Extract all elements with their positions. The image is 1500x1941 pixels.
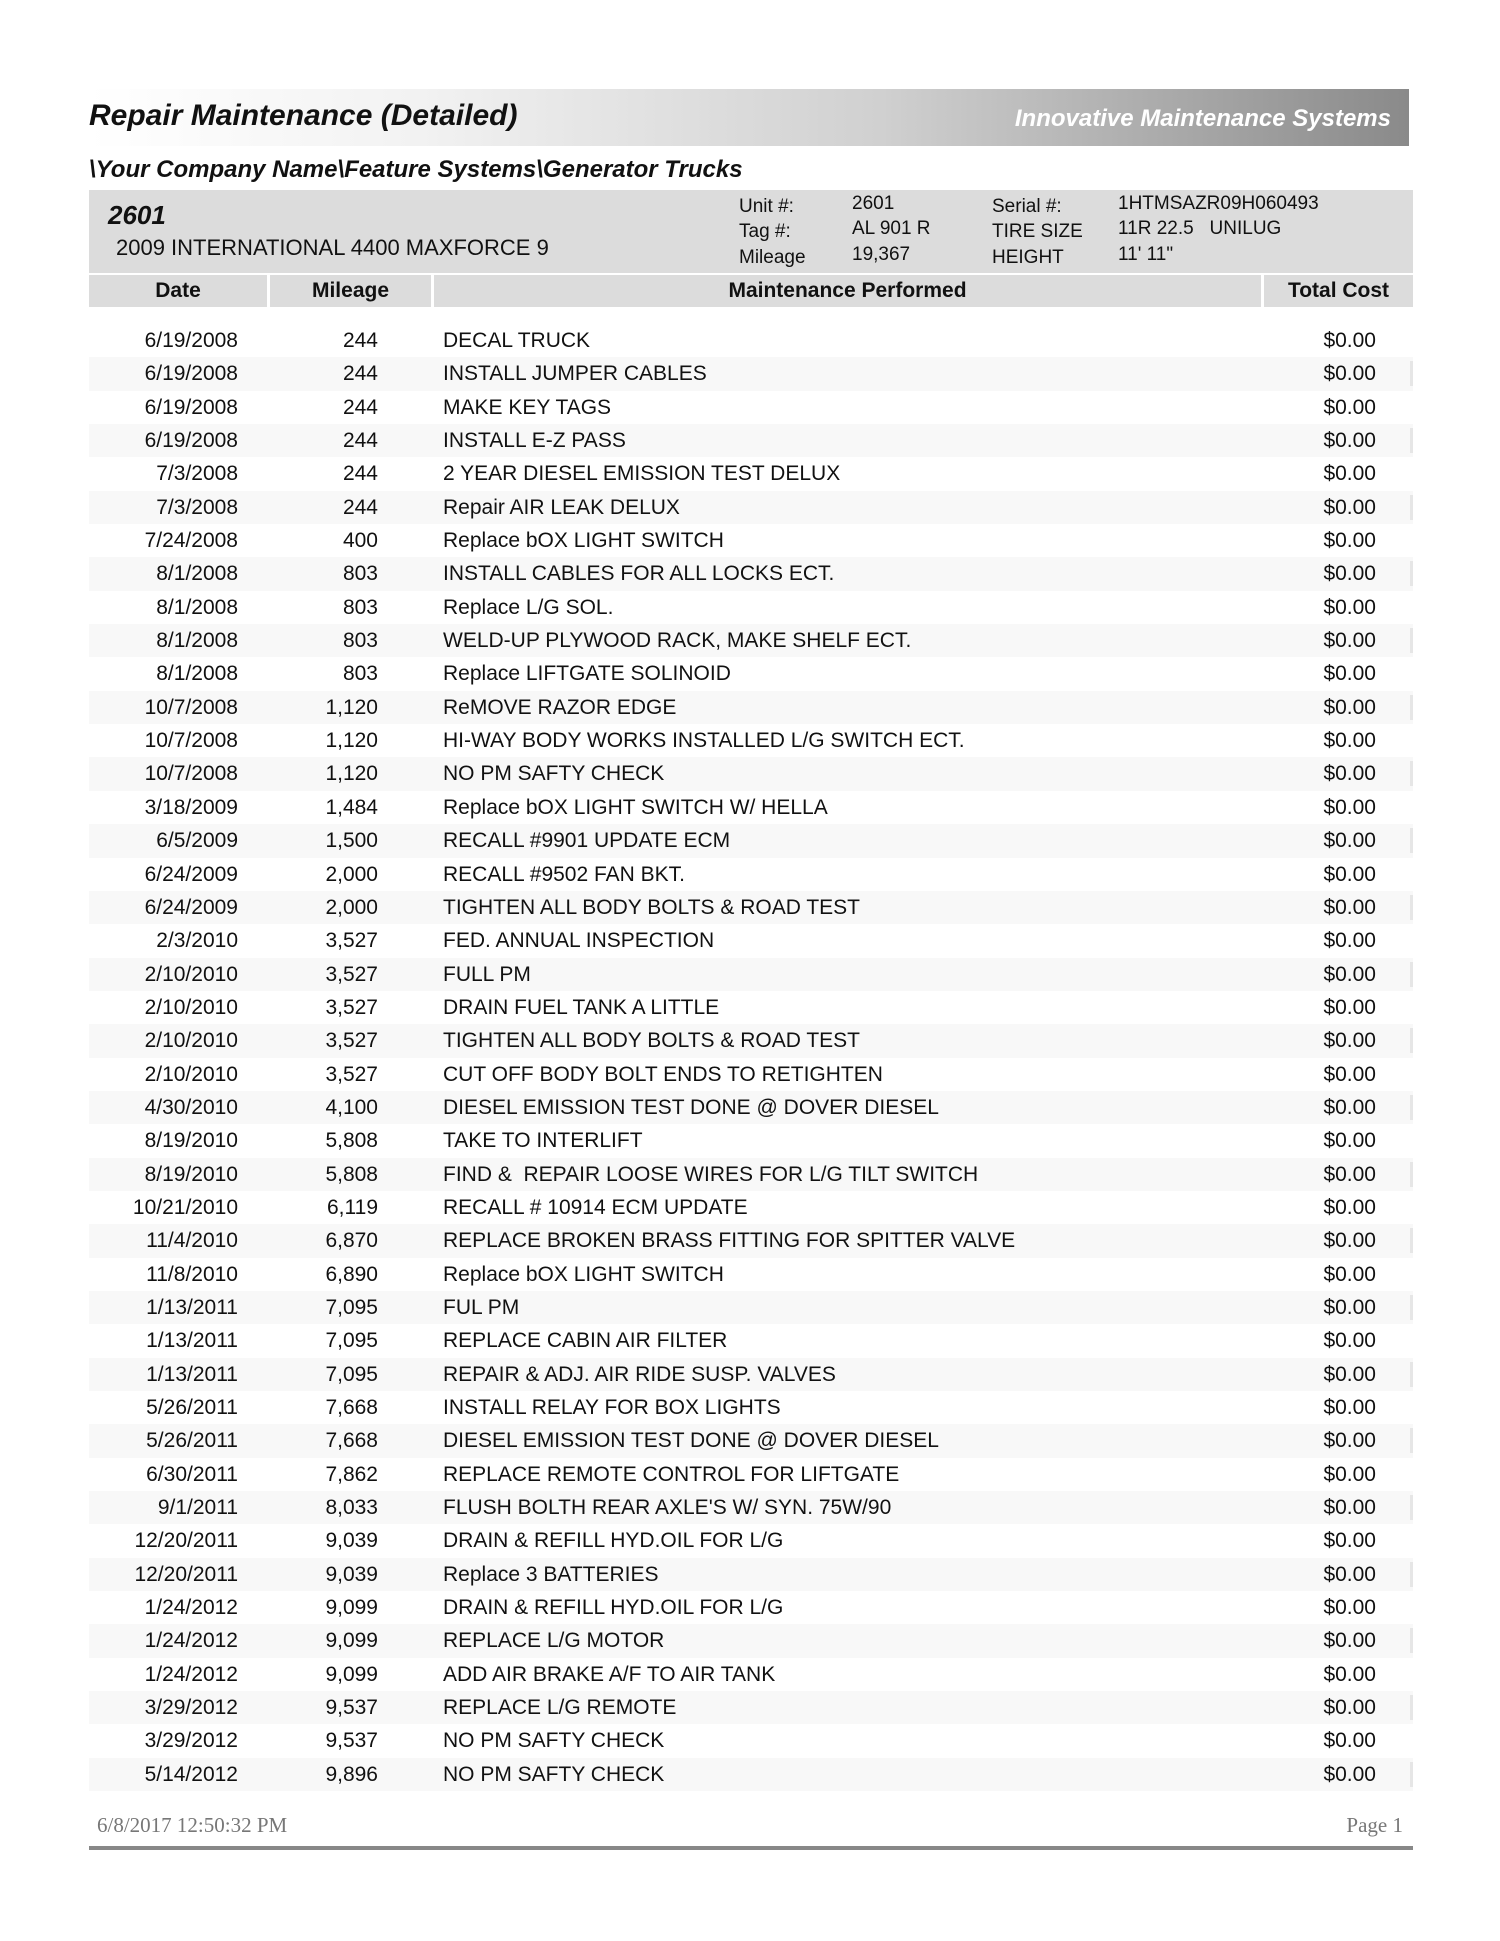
row-date: 4/30/2010 bbox=[144, 1095, 238, 1119]
row-date: 8/19/2010 bbox=[144, 1162, 238, 1186]
table-row bbox=[89, 1124, 1413, 1157]
row-maintenance: TIGHTEN ALL BODY BOLTS & ROAD TEST bbox=[443, 1029, 860, 1053]
row-mileage: 9,537 bbox=[325, 1696, 378, 1720]
row-total-cost: $0.00 bbox=[1323, 662, 1376, 686]
page-number: Page 1 bbox=[1346, 1813, 1403, 1837]
row-date: 2/10/2010 bbox=[144, 1062, 238, 1086]
row-maintenance: MAKE KEY TAGS bbox=[443, 395, 612, 419]
column-date: Date bbox=[89, 275, 267, 307]
height-label: HEIGHT bbox=[992, 247, 1064, 268]
table-row bbox=[89, 1158, 1413, 1191]
row-total-cost: $0.00 bbox=[1323, 1562, 1376, 1586]
row-total-cost: $0.00 bbox=[1323, 729, 1376, 753]
row-maintenance: REPLACE L/G MOTOR bbox=[443, 1629, 665, 1653]
row-date: 5/14/2012 bbox=[144, 1762, 238, 1786]
row-date: 1/24/2012 bbox=[144, 1662, 238, 1686]
table-row bbox=[89, 924, 1413, 957]
row-date: 10/7/2008 bbox=[144, 695, 238, 719]
row-total-cost: $0.00 bbox=[1323, 1496, 1376, 1520]
row-maintenance: Replace LIFTGATE SOLINOID bbox=[443, 662, 731, 686]
row-mileage: 3,527 bbox=[325, 929, 378, 953]
row-mileage: 7,668 bbox=[325, 1429, 378, 1453]
row-mileage: 244 bbox=[342, 395, 378, 419]
row-date: 6/19/2008 bbox=[144, 329, 238, 352]
table-row bbox=[89, 1058, 1413, 1091]
row-mileage: 244 bbox=[342, 495, 378, 519]
row-date: 2/10/2010 bbox=[144, 995, 238, 1019]
table-row bbox=[89, 1091, 1413, 1124]
row-maintenance: FED. ANNUAL INSPECTION bbox=[443, 929, 715, 953]
row-maintenance: RECALL #9502 FAN BKT. bbox=[443, 862, 686, 886]
row-total-cost: $0.00 bbox=[1323, 1229, 1376, 1253]
vehicle-info-panel bbox=[89, 190, 1413, 273]
row-date: 12/20/2011 bbox=[134, 1529, 238, 1553]
row-mileage: 9,896 bbox=[325, 1762, 378, 1786]
row-date: 6/30/2011 bbox=[146, 1462, 238, 1486]
row-mileage: 803 bbox=[342, 595, 378, 619]
row-total-cost: $0.00 bbox=[1323, 329, 1376, 352]
row-date: 3/29/2012 bbox=[144, 1696, 238, 1720]
table-row bbox=[89, 1758, 1413, 1791]
tire-size-label: TIRE SIZE bbox=[992, 221, 1083, 242]
row-date: 7/3/2008 bbox=[156, 462, 238, 486]
row-maintenance: FUL PM bbox=[443, 1295, 520, 1319]
unit-heading: 2601 bbox=[108, 200, 166, 230]
row-maintenance: REPLACE CABIN AIR FILTER bbox=[443, 1329, 728, 1353]
table-row bbox=[89, 724, 1413, 757]
row-total-cost: $0.00 bbox=[1323, 1729, 1376, 1753]
row-total-cost: $0.00 bbox=[1323, 1162, 1376, 1186]
row-total-cost: $0.00 bbox=[1323, 929, 1376, 953]
row-total-cost: $0.00 bbox=[1323, 1062, 1376, 1086]
row-total-cost: $0.00 bbox=[1323, 562, 1376, 586]
column-maintenance: Maintenance Performed bbox=[434, 275, 1261, 307]
row-mileage: 244 bbox=[342, 462, 378, 486]
row-date: 11/8/2010 bbox=[146, 1262, 238, 1286]
row-total-cost: $0.00 bbox=[1323, 1429, 1376, 1453]
row-total-cost: $0.00 bbox=[1323, 1029, 1376, 1053]
table-row bbox=[89, 858, 1413, 891]
row-date: 7/24/2008 bbox=[144, 529, 238, 553]
row-total-cost: $0.00 bbox=[1323, 1462, 1376, 1486]
row-mileage: 1,120 bbox=[325, 762, 378, 786]
row-date: 2/10/2010 bbox=[144, 1029, 238, 1053]
table-row bbox=[89, 691, 1413, 724]
table-row bbox=[89, 491, 1413, 524]
row-date: 1/13/2011 bbox=[146, 1295, 238, 1319]
row-date: 8/1/2008 bbox=[156, 629, 238, 653]
row-maintenance: Replace bOX LIGHT SWITCH bbox=[443, 529, 724, 553]
column-mileage: Mileage bbox=[270, 275, 431, 307]
tag-label: Tag #: bbox=[739, 221, 791, 242]
unit-label: Unit #: bbox=[739, 196, 794, 217]
table-row bbox=[89, 1691, 1413, 1724]
row-date: 2/10/2010 bbox=[144, 962, 238, 986]
row-total-cost: $0.00 bbox=[1323, 362, 1376, 386]
row-total-cost: $0.00 bbox=[1323, 1662, 1376, 1686]
row-maintenance: INSTALL E-Z PASS bbox=[443, 429, 626, 453]
row-date: 1/13/2011 bbox=[146, 1329, 238, 1353]
row-total-cost: $0.00 bbox=[1323, 695, 1376, 719]
row-mileage: 3,527 bbox=[325, 962, 378, 986]
row-maintenance: DECAL TRUCK bbox=[443, 329, 591, 352]
row-mileage: 3,527 bbox=[325, 1062, 378, 1086]
row-total-cost: $0.00 bbox=[1323, 495, 1376, 519]
tire-size-value: 11R 22.5 UNILUG bbox=[1118, 218, 1282, 239]
row-maintenance: Replace L/G SOL. bbox=[443, 595, 614, 619]
table-row bbox=[89, 1558, 1413, 1591]
row-date: 6/19/2008 bbox=[144, 362, 238, 386]
row-mileage: 1,500 bbox=[325, 829, 378, 853]
table-row bbox=[89, 457, 1413, 490]
row-date: 9/1/2011 bbox=[157, 1496, 238, 1520]
report-header bbox=[89, 89, 1409, 146]
row-mileage: 803 bbox=[342, 562, 378, 586]
row-total-cost: $0.00 bbox=[1323, 962, 1376, 986]
row-date: 5/26/2011 bbox=[146, 1396, 238, 1419]
table-row bbox=[89, 524, 1413, 557]
row-total-cost: $0.00 bbox=[1323, 629, 1376, 653]
row-maintenance: REPAIR & ADJ. AIR RIDE SUSP. VALVES bbox=[443, 1362, 836, 1386]
row-mileage: 803 bbox=[342, 629, 378, 653]
row-mileage: 244 bbox=[342, 429, 378, 453]
table-row bbox=[89, 1324, 1413, 1357]
table-row bbox=[89, 1224, 1413, 1257]
mileage-label: Mileage bbox=[739, 247, 806, 268]
table-row bbox=[89, 1258, 1413, 1291]
table-header bbox=[89, 275, 1413, 307]
row-mileage: 2,000 bbox=[325, 862, 378, 886]
row-maintenance: NO PM SAFTY CHECK bbox=[443, 1729, 665, 1753]
row-mileage: 5,808 bbox=[325, 1129, 378, 1153]
row-mileage: 9,039 bbox=[325, 1562, 378, 1586]
row-total-cost: $0.00 bbox=[1323, 995, 1376, 1019]
row-mileage: 9,039 bbox=[325, 1529, 378, 1553]
row-total-cost: $0.00 bbox=[1323, 429, 1376, 453]
row-mileage: 9,537 bbox=[325, 1729, 378, 1753]
table-row bbox=[89, 1591, 1413, 1624]
row-total-cost: $0.00 bbox=[1323, 1295, 1376, 1319]
row-mileage: 4,100 bbox=[325, 1095, 378, 1119]
report-title: Repair Maintenance (Detailed) bbox=[89, 99, 518, 132]
row-maintenance: FLUSH BOLTH REAR AXLE'S W/ SYN. 75W/90 bbox=[443, 1496, 892, 1520]
row-date: 7/3/2008 bbox=[156, 495, 238, 519]
table-row bbox=[89, 357, 1413, 390]
row-total-cost: $0.00 bbox=[1323, 1362, 1376, 1386]
row-maintenance: HI-WAY BODY WORKS INSTALLED L/G SWITCH ECT. bbox=[443, 729, 965, 753]
table-row bbox=[89, 591, 1413, 624]
table-row bbox=[89, 824, 1413, 857]
tag-value: AL 901 R bbox=[852, 218, 931, 239]
row-total-cost: $0.00 bbox=[1323, 1129, 1376, 1153]
row-maintenance: REPLACE REMOTE CONTROL FOR LIFTGATE bbox=[443, 1462, 900, 1486]
row-maintenance: FULL PM bbox=[443, 962, 531, 986]
row-mileage: 5,808 bbox=[325, 1162, 378, 1186]
row-total-cost: $0.00 bbox=[1323, 1696, 1376, 1720]
table-row bbox=[89, 1358, 1413, 1391]
table-row bbox=[89, 1524, 1413, 1557]
table-row bbox=[89, 624, 1413, 657]
row-mileage: 8,033 bbox=[325, 1496, 378, 1520]
row-date: 8/1/2008 bbox=[156, 595, 238, 619]
row-date: 10/21/2010 bbox=[132, 1195, 238, 1219]
row-mileage: 1,120 bbox=[325, 729, 378, 753]
row-date: 8/1/2008 bbox=[156, 562, 238, 586]
row-maintenance: NO PM SAFTY CHECK bbox=[443, 762, 665, 786]
row-total-cost: $0.00 bbox=[1323, 829, 1376, 853]
row-total-cost: $0.00 bbox=[1323, 1195, 1376, 1219]
row-total-cost: $0.00 bbox=[1323, 1396, 1376, 1419]
maintenance-table-body bbox=[89, 324, 1413, 1791]
table-row bbox=[89, 1658, 1413, 1691]
row-maintenance: DIESEL EMISSION TEST DONE @ DOVER DIESEL bbox=[443, 1095, 939, 1119]
table-row bbox=[89, 757, 1413, 790]
table-row bbox=[89, 324, 1413, 357]
row-maintenance: DRAIN FUEL TANK A LITTLE bbox=[443, 995, 720, 1019]
row-maintenance: DIESEL EMISSION TEST DONE @ DOVER DIESEL bbox=[443, 1429, 939, 1453]
row-total-cost: $0.00 bbox=[1323, 1262, 1376, 1286]
table-row bbox=[89, 424, 1413, 457]
row-total-cost: $0.00 bbox=[1323, 1762, 1376, 1786]
row-mileage: 7,862 bbox=[325, 1462, 378, 1486]
table-row bbox=[89, 1724, 1413, 1757]
row-mileage: 7,668 bbox=[325, 1396, 378, 1419]
row-maintenance: ADD AIR BRAKE A/F TO AIR TANK bbox=[443, 1662, 776, 1686]
row-maintenance: TIGHTEN ALL BODY BOLTS & ROAD TEST bbox=[443, 895, 860, 919]
row-mileage: 7,095 bbox=[325, 1362, 378, 1386]
row-mileage: 400 bbox=[342, 529, 378, 553]
table-row bbox=[89, 1458, 1413, 1491]
row-mileage: 3,527 bbox=[325, 995, 378, 1019]
column-total-cost: Total Cost bbox=[1264, 275, 1413, 307]
row-maintenance: NO PM SAFTY CHECK bbox=[443, 1762, 665, 1786]
table-row bbox=[89, 1291, 1413, 1324]
serial-label: Serial #: bbox=[992, 196, 1062, 217]
table-row bbox=[89, 1424, 1413, 1457]
row-total-cost: $0.00 bbox=[1323, 529, 1376, 553]
mileage-value: 19,367 bbox=[852, 244, 911, 265]
row-mileage: 7,095 bbox=[325, 1295, 378, 1319]
table-row bbox=[89, 557, 1413, 590]
row-date: 10/7/2008 bbox=[144, 729, 238, 753]
table-row bbox=[89, 791, 1413, 824]
row-total-cost: $0.00 bbox=[1323, 462, 1376, 486]
row-maintenance: Repair AIR LEAK DELUX bbox=[443, 495, 680, 519]
row-maintenance: RECALL # 10914 ECM UPDATE bbox=[443, 1195, 748, 1219]
row-maintenance: WELD-UP PLYWOOD RACK, MAKE SHELF ECT. bbox=[443, 629, 912, 653]
row-mileage: 9,099 bbox=[325, 1596, 378, 1620]
printed-timestamp: 6/8/2017 12:50:32 PM bbox=[97, 1813, 288, 1837]
row-mileage: 803 bbox=[342, 662, 378, 686]
row-mileage: 2,000 bbox=[325, 895, 378, 919]
row-date: 1/24/2012 bbox=[144, 1596, 238, 1620]
row-mileage: 244 bbox=[342, 362, 378, 386]
row-total-cost: $0.00 bbox=[1323, 895, 1376, 919]
row-date: 10/7/2008 bbox=[144, 762, 238, 786]
row-date: 6/24/2009 bbox=[144, 895, 238, 919]
table-row bbox=[89, 1391, 1413, 1424]
row-mileage: 3,527 bbox=[325, 1029, 378, 1053]
row-maintenance: RECALL #9901 UPDATE ECM bbox=[443, 829, 731, 853]
row-mileage: 6,890 bbox=[325, 1262, 378, 1286]
table-row bbox=[89, 1624, 1413, 1657]
row-total-cost: $0.00 bbox=[1323, 1095, 1376, 1119]
row-date: 1/24/2012 bbox=[144, 1629, 238, 1653]
row-mileage: 9,099 bbox=[325, 1629, 378, 1653]
vehicle-model: 2009 INTERNATIONAL 4400 MAXFORCE 9 bbox=[116, 235, 549, 260]
row-maintenance: REPLACE L/G REMOTE bbox=[443, 1696, 677, 1720]
row-total-cost: $0.00 bbox=[1323, 395, 1376, 419]
row-total-cost: $0.00 bbox=[1323, 862, 1376, 886]
row-total-cost: $0.00 bbox=[1323, 1329, 1376, 1353]
row-date: 6/19/2008 bbox=[144, 429, 238, 453]
row-mileage: 7,095 bbox=[325, 1329, 378, 1353]
footer-divider bbox=[89, 1846, 1413, 1850]
table-row bbox=[89, 1191, 1413, 1224]
table-row bbox=[89, 1024, 1413, 1057]
row-total-cost: $0.00 bbox=[1323, 595, 1376, 619]
row-date: 8/19/2010 bbox=[144, 1129, 238, 1153]
row-date: 6/24/2009 bbox=[144, 862, 238, 886]
height-value: 11' 11" bbox=[1118, 244, 1174, 265]
row-mileage: 1,120 bbox=[325, 695, 378, 719]
row-mileage: 9,099 bbox=[325, 1662, 378, 1686]
row-mileage: 6,119 bbox=[327, 1195, 378, 1219]
row-maintenance: Replace bOX LIGHT SWITCH bbox=[443, 1262, 724, 1286]
row-maintenance: DRAIN & REFILL HYD.OIL FOR L/G bbox=[443, 1529, 784, 1553]
row-date: 1/13/2011 bbox=[146, 1362, 238, 1386]
row-maintenance: Replace bOX LIGHT SWITCH W/ HELLA bbox=[443, 795, 828, 819]
table-row bbox=[89, 958, 1413, 991]
row-maintenance: 2 YEAR DIESEL EMISSION TEST DELUX bbox=[443, 462, 841, 486]
row-maintenance: INSTALL RELAY FOR BOX LIGHTS bbox=[443, 1396, 781, 1419]
row-total-cost: $0.00 bbox=[1323, 1629, 1376, 1653]
row-date: 3/18/2009 bbox=[144, 795, 238, 819]
row-maintenance: CUT OFF BODY BOLT ENDS TO RETIGHTEN bbox=[443, 1062, 883, 1086]
row-maintenance: INSTALL CABLES FOR ALL LOCKS ECT. bbox=[443, 562, 835, 586]
row-maintenance: ReMOVE RAZOR EDGE bbox=[443, 695, 677, 719]
row-date: 3/29/2012 bbox=[144, 1729, 238, 1753]
row-date: 2/3/2010 bbox=[156, 929, 238, 953]
row-date: 6/5/2009 bbox=[156, 829, 238, 853]
row-maintenance: INSTALL JUMPER CABLES bbox=[443, 362, 707, 386]
row-total-cost: $0.00 bbox=[1323, 762, 1376, 786]
row-maintenance: FIND & REPAIR LOOSE WIRES FOR L/G TILT SWITCH bbox=[443, 1162, 979, 1186]
row-mileage: 6,870 bbox=[325, 1229, 378, 1253]
row-date: 5/26/2011 bbox=[146, 1429, 238, 1453]
table-row bbox=[89, 891, 1413, 924]
row-date: 6/19/2008 bbox=[144, 395, 238, 419]
row-maintenance: REPLACE BROKEN BRASS FITTING FOR SPITTER VALVE bbox=[443, 1229, 1016, 1253]
row-maintenance: DRAIN & REFILL HYD.OIL FOR L/G bbox=[443, 1596, 784, 1620]
row-mileage: 1,484 bbox=[325, 795, 378, 819]
brand-name: Innovative Maintenance Systems bbox=[1014, 105, 1391, 132]
row-date: 12/20/2011 bbox=[134, 1562, 238, 1586]
table-row bbox=[89, 391, 1413, 424]
table-row bbox=[89, 991, 1413, 1024]
table-row bbox=[89, 657, 1413, 690]
serial-value: 1HTMSAZR09H060493 bbox=[1118, 193, 1319, 214]
unit-value: 2601 bbox=[852, 193, 895, 214]
table-row bbox=[89, 1491, 1413, 1524]
row-date: 8/1/2008 bbox=[156, 662, 238, 686]
row-total-cost: $0.00 bbox=[1323, 1596, 1376, 1620]
row-date: 11/4/2010 bbox=[146, 1229, 238, 1253]
row-mileage: 244 bbox=[342, 329, 378, 352]
breadcrumb: \Your Company Name\Feature Systems\Generator Trucks bbox=[89, 156, 743, 183]
row-maintenance: TAKE TO INTERLIFT bbox=[443, 1129, 643, 1153]
row-total-cost: $0.00 bbox=[1323, 1529, 1376, 1553]
row-maintenance: Replace 3 BATTERIES bbox=[443, 1562, 659, 1586]
row-total-cost: $0.00 bbox=[1323, 795, 1376, 819]
